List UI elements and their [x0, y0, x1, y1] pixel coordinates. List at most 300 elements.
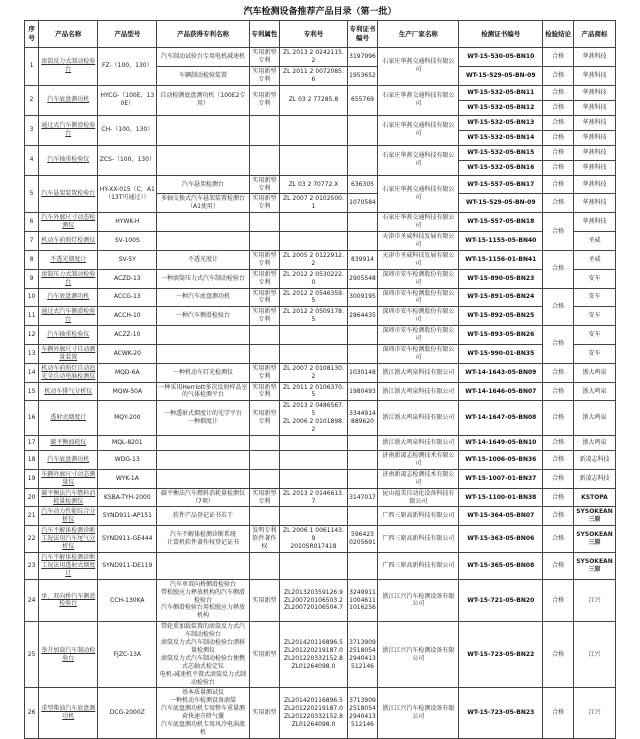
cell-line: SYSOKEAN: [576, 557, 613, 565]
cell-line: WT-15-1156-01-BN41: [465, 255, 537, 263]
cell-line: ZL200720106503.2: [283, 596, 343, 604]
patent-cert-no: [347, 232, 378, 251]
patent-cert-no: [347, 363, 378, 382]
cell-line: 重型柴油汽车底盘测功机: [41, 705, 96, 721]
cell-line: 汽车单双向桥侧滑检验台: [169, 580, 236, 588]
cell-line: 512146: [351, 721, 374, 729]
cell-line: 安车: [588, 293, 601, 301]
cell-line: 1004611: [349, 596, 376, 604]
column-header-manufacturer: 生产厂家名称: [378, 21, 459, 48]
table-row: [25, 363, 616, 382]
cell-line: WT-14-1649-05-BN10: [465, 439, 537, 447]
cell-line: 实用新型专利: [252, 49, 277, 64]
table-row: [25, 288, 616, 307]
conclusion: [543, 288, 574, 326]
patent-number: [280, 48, 347, 67]
cell-line: 浙江浙大鸣泉科技有限公司: [382, 368, 455, 376]
trademark: [573, 552, 615, 579]
trademark: [573, 622, 615, 688]
patent-type: [249, 175, 280, 194]
cell-line: 实用新型专利: [252, 289, 277, 305]
cell-line: 石家庄华燕交通科技有限公司: [382, 122, 455, 138]
cell-line: ZL201220332152.8: [283, 713, 343, 721]
cell-line: 1: [29, 62, 34, 70]
trademark: [573, 160, 615, 175]
patent-cert-no: [347, 526, 378, 553]
cell-line: 一种机动车灯光检测仪: [172, 368, 233, 376]
cell-line: 1016256: [349, 604, 376, 612]
product-name[interactable]: [39, 488, 98, 507]
row-no: [25, 250, 39, 269]
patent-name: [157, 213, 249, 232]
cell-line: 发明专利: [252, 527, 277, 535]
cell-line: 合格: [552, 118, 565, 126]
cell-line: 石家庄华燕交通科技有限公司: [382, 152, 455, 168]
cell-line: 深圳市安车检测股份有限公司: [382, 345, 455, 361]
cell-line: SYND911-AP151: [102, 512, 152, 520]
patent-name: [157, 145, 249, 175]
patent-name: [157, 175, 249, 194]
product-name[interactable]: [39, 269, 98, 288]
patent-name: [157, 552, 249, 579]
patent-cert-no: [347, 213, 378, 232]
product-model: [98, 48, 157, 86]
cell-line: 一种透射式烟度计的光学平台: [163, 410, 242, 418]
conclusion: [543, 622, 574, 688]
cell-line: 车辆外廓尺寸自动测量装置: [41, 345, 96, 361]
manufacturer: [378, 382, 459, 401]
patent-number: [280, 401, 347, 436]
cell-line: 一种汽车侧滑检验台: [175, 312, 230, 320]
patent-type: [249, 66, 280, 85]
conclusion: [543, 194, 574, 213]
product-name[interactable]: [39, 344, 98, 363]
conclusion: [543, 100, 574, 115]
conclusion: [543, 436, 574, 451]
trademark: [573, 175, 615, 194]
cell-line: 华燕科技: [582, 88, 607, 96]
product-name[interactable]: [39, 363, 98, 382]
cell-line: 4: [29, 156, 34, 164]
cell-line: 华燕科技: [582, 218, 607, 226]
product-name[interactable]: [39, 85, 98, 115]
product-model: [98, 401, 157, 436]
product-name[interactable]: [39, 145, 98, 175]
cell-line: 汽车底盘测功机: [47, 455, 90, 463]
table-row: [25, 382, 616, 401]
patent-cert-no: [347, 552, 378, 579]
test-cert-no: [459, 552, 543, 579]
test-cert-no: [459, 66, 543, 85]
patent-number: [280, 488, 347, 507]
cell-line: 浙大鸣泉: [582, 414, 607, 422]
product-model: [98, 622, 157, 688]
product-model: [98, 436, 157, 451]
patent-cert-no: [347, 269, 378, 288]
test-cert-no: [459, 579, 543, 622]
cell-line: WT-15-364-05-BN07: [467, 512, 535, 520]
manufacturer: [378, 451, 459, 470]
cell-line: 浙江江兴汽车检测设备有限公司: [382, 705, 455, 721]
trademark: [573, 579, 615, 622]
cell-line: 3713909: [349, 639, 376, 647]
cell-line: 自动检测底盘测功机（100E2专用）: [160, 92, 246, 108]
patent-number: [280, 507, 347, 526]
cell-line: 汽车侧滑检验台用松脱应力释放机构: [160, 604, 245, 620]
cell-line: 17: [27, 439, 36, 447]
cell-line: 2518054: [349, 646, 376, 654]
test-cert-no: [459, 232, 543, 251]
cell-line: WT-15-532-05-BN11: [467, 88, 535, 96]
cell-line: 机动车排气分析仪: [44, 387, 93, 395]
cell-line: ACWK-20: [113, 349, 141, 357]
cell-line: 合格: [552, 199, 565, 207]
patent-type: [249, 552, 280, 579]
cell-line: 15: [27, 387, 36, 395]
patent-number: [280, 579, 347, 622]
patent-type: [249, 326, 280, 345]
test-cert-no: [459, 160, 543, 175]
cell-line: ZL 2013 2 0146613.7: [283, 489, 344, 505]
cell-line: 汽车轴重检验仪: [47, 156, 90, 164]
cell-line: ACZD-13: [113, 274, 141, 282]
test-cert-no: [459, 326, 543, 345]
manufacturer: [378, 232, 459, 251]
patent-number: [280, 307, 347, 326]
table-row: [25, 48, 616, 67]
cell-line: 合格: [552, 455, 565, 463]
patent-cert-no: [347, 175, 378, 194]
product-name[interactable]: [39, 622, 98, 688]
cell-line: 889620: [351, 418, 374, 426]
trademark: [573, 100, 615, 115]
manufacturer: [378, 507, 459, 526]
test-cert-no: [459, 269, 543, 288]
patent-type: [249, 579, 280, 622]
product-name[interactable]: [39, 213, 98, 232]
cell-line: SYND911-GE444: [102, 535, 153, 543]
row-no: [25, 688, 39, 738]
trademark: [573, 382, 615, 401]
cell-line: 华燕科技: [582, 52, 607, 60]
cell-line: 合格: [552, 414, 565, 422]
patent-name: [157, 488, 249, 507]
manufacturer: [378, 552, 459, 579]
test-cert-no: [459, 688, 543, 738]
cell-line: KSBA-TYH-2000: [103, 493, 151, 501]
product-name[interactable]: [39, 436, 98, 451]
product-model: [98, 145, 157, 175]
patent-type: [249, 436, 280, 451]
cell-line: 机动车前照灯自动追光全自动电脑检测仪: [41, 364, 96, 380]
patent-number: [280, 451, 347, 470]
cell-line: 三原: [588, 565, 601, 573]
table-row: [25, 175, 616, 194]
table-row: [25, 232, 616, 251]
patent-number: [280, 363, 347, 382]
cell-line: 实用新型: [252, 596, 277, 604]
product-name[interactable]: [39, 175, 98, 213]
product-name[interactable]: [39, 232, 98, 251]
column-header-row-no: 序号: [25, 21, 39, 48]
patent-cert-no: [347, 115, 378, 145]
cell-line: 2518054: [349, 705, 376, 713]
cell-line: 2940413: [349, 713, 376, 721]
cell-line: 滚筒反力式汽车制动检验台漂移量检测仪: [160, 639, 245, 654]
cell-line: 广西三原高新科技有限公司: [382, 512, 455, 520]
cell-line: 合格: [552, 535, 565, 543]
patent-type: [249, 344, 280, 363]
test-cert-no: [459, 85, 543, 100]
patent-number: [280, 688, 347, 738]
row-no: [25, 469, 39, 488]
product-name[interactable]: [39, 526, 98, 553]
test-cert-no: [459, 145, 543, 160]
cell-line: ZL 2007 2 0108130.2: [283, 364, 344, 380]
test-cert-no: [459, 307, 543, 326]
cell-line: ZL201320359126.9: [283, 588, 343, 596]
conclusion: [543, 526, 574, 553]
cell-line: WT-15-363-05-BN06: [467, 535, 535, 543]
product-name[interactable]: [39, 451, 98, 470]
cell-line: 8: [29, 255, 34, 263]
cell-line: 实用新型专利: [252, 270, 277, 286]
cell-line: WT-15-723-05-BN22: [467, 650, 535, 658]
cell-line: 软件产品登记证书若干: [172, 512, 233, 520]
trademark: [573, 115, 615, 130]
patent-name: [157, 85, 249, 115]
cell-line: 合格: [552, 368, 565, 376]
cell-line: MQL-8201: [112, 439, 143, 447]
column-header-patent-cert-no: 专利证书编号: [347, 21, 378, 48]
cell-line: 汽车动力性能综合分析仪: [41, 508, 96, 524]
test-cert-no: [459, 488, 543, 507]
cell-line: 合格: [552, 596, 565, 604]
conclusion: [543, 213, 574, 251]
product-model: [98, 326, 157, 345]
product-name[interactable]: [39, 579, 98, 622]
patent-number: [280, 382, 347, 401]
cell-line: ZL 2012 2 0546359.5: [283, 289, 344, 305]
row-no: [25, 622, 39, 688]
cell-line: 汽车不解体检测诊断工况法用透射式烟度计: [41, 553, 96, 577]
cell-line: 汽车悬架装置检验台: [41, 189, 96, 197]
cell-line: 实用新型专利: [252, 67, 277, 83]
table-row: [25, 250, 616, 269]
cell-line: 实用新型专利: [252, 489, 277, 505]
product-name[interactable]: [39, 507, 98, 526]
cell-line: ACZZ-10: [114, 331, 141, 339]
test-cert-no: [459, 194, 543, 213]
patent-name: [157, 48, 249, 67]
conclusion: [543, 382, 574, 401]
cell-line: ZL 2013 2 0486567.5: [283, 402, 344, 418]
cell-line: 圣威: [588, 255, 601, 263]
cell-line: ZL 2013 2 0242115.2: [283, 49, 344, 64]
cell-line: 14: [27, 368, 36, 376]
manufacturer: [378, 488, 459, 507]
product-name[interactable]: [39, 288, 98, 307]
cell-line: ACCH-10: [113, 312, 141, 320]
test-cert-no: [459, 622, 543, 688]
cell-line: 2010SR017418: [290, 543, 337, 551]
patent-type: [249, 115, 280, 145]
cell-line: 圣威: [588, 237, 601, 245]
product-name[interactable]: [39, 469, 98, 488]
row-no: [25, 326, 39, 345]
product-model: [98, 175, 157, 213]
trademark: [573, 526, 615, 553]
cell-line: 3249911: [349, 588, 376, 596]
cell-line: 636305: [351, 180, 374, 188]
cell-line: 新凌志科技: [579, 474, 610, 482]
cell-line: 三原: [588, 539, 601, 547]
patent-name: [157, 382, 249, 401]
patent-cert-no: [347, 488, 378, 507]
product-name[interactable]: [39, 115, 98, 145]
trademark: [573, 363, 615, 382]
cell-line: 不透光烟度计: [50, 255, 87, 263]
patent-cert-no: [347, 145, 378, 175]
patent-name: [157, 66, 249, 85]
product-name[interactable]: [39, 250, 98, 269]
cell-line: 3009195: [349, 293, 376, 301]
cell-line: WT-15-529-05-BN-09: [466, 71, 536, 79]
cell-line: WT-15-532-05-BN14: [467, 133, 535, 141]
product-model: [98, 269, 157, 288]
patent-number: [280, 232, 347, 251]
patent-type: [249, 451, 280, 470]
patent-type: [249, 194, 280, 213]
cell-line: ZL 03 2 70772.X: [288, 180, 339, 188]
cell-line: WT-15-891-05-BN24: [467, 293, 535, 301]
cell-line: 12: [27, 331, 36, 339]
cell-line: 碳平衡法汽车燃料消耗量检测仪（7项）: [160, 489, 245, 505]
cell-line: 浙大鸣泉: [582, 439, 607, 447]
patent-number: [280, 175, 347, 194]
product-name[interactable]: [39, 382, 98, 401]
cell-line: 合格: [552, 52, 565, 60]
test-cert-no: [459, 469, 543, 488]
cell-line: 3344914: [349, 410, 376, 418]
cell-line: CCH-130KA: [110, 596, 145, 604]
patent-number: [280, 469, 347, 488]
product-name[interactable]: [39, 401, 98, 436]
cell-line: 合格: [552, 493, 565, 501]
patent-cert-no: [347, 688, 378, 738]
product-name[interactable]: [39, 48, 98, 86]
cell-line: ZL 2005 2 0122912.2: [283, 251, 344, 267]
row-no: [25, 48, 39, 86]
cell-line: 基本质量测试仪: [181, 689, 224, 697]
row-no: [25, 363, 39, 382]
cell-line: 实用新型专利: [252, 176, 277, 192]
cell-line: 汽车不解体检测诊断工况法用汽车尾气分析仪: [41, 527, 96, 551]
patent-type: [249, 469, 280, 488]
patent-number: [280, 66, 347, 85]
cell-line: 839914: [351, 255, 374, 263]
cell-line: WT-15-990-01-BN35: [467, 349, 535, 357]
cell-line: 华燕科技: [582, 103, 607, 111]
cell-line: 石家庄华燕交通科技有限公司: [382, 186, 455, 201]
cell-line: WT-15-1155-05-BN40: [465, 237, 537, 245]
cell-line: 一种机动车检测设备滚筒: [169, 697, 236, 705]
product-model: [98, 526, 157, 553]
test-cert-no: [459, 115, 543, 130]
conclusion: [543, 579, 574, 622]
trademark: [573, 507, 615, 526]
manufacturer: [378, 436, 459, 451]
cell-line: 三原: [588, 516, 601, 524]
product-name[interactable]: [39, 307, 98, 326]
patent-type: [249, 526, 280, 553]
cell-line: 汽车不解体检测诊断系统: [169, 531, 236, 539]
patent-cert-no: [347, 622, 378, 688]
cell-line: WT-14-1646-05-BN07: [465, 387, 537, 395]
patent-type: [249, 401, 280, 436]
cell-line: 济南新凌志检测技术有限公司: [382, 452, 455, 467]
cell-line: 合格: [552, 148, 565, 156]
manufacturer: [378, 269, 459, 288]
cell-line: 26: [27, 709, 36, 717]
cell-line: 汽车底盘测功机专用风冷电涡流机: [160, 721, 245, 736]
cell-line: WT-15-1006-05-BN36: [465, 455, 537, 463]
cell-line: 0205691: [349, 539, 376, 547]
test-cert-no: [459, 451, 543, 470]
trademark: [573, 130, 615, 145]
cell-line: 华燕科技: [582, 163, 607, 171]
patent-name: [157, 469, 249, 488]
cell-line: 新凌志科技: [579, 455, 610, 463]
conclusion: [543, 688, 574, 738]
cell-line: 安车: [588, 349, 601, 357]
product-name[interactable]: [39, 326, 98, 345]
product-model: [98, 688, 157, 738]
row-no: [25, 85, 39, 115]
product-name[interactable]: [39, 688, 98, 738]
cell-line: ZL01264098.0: [291, 662, 336, 670]
conclusion: [543, 250, 574, 288]
cell-line: 合格: [552, 133, 565, 141]
cell-line: 1030148: [349, 368, 376, 376]
cell-line: 滚筒反力式汽车制动检验台便携式芯轴式检定仪: [160, 654, 245, 670]
product-model: [98, 307, 157, 326]
trademark: [573, 194, 615, 213]
cell-line: WT-15-893-05-BN26: [467, 331, 535, 339]
header-row: [25, 21, 616, 48]
patent-cert-no: [347, 85, 378, 115]
product-model: [98, 469, 157, 488]
cell-line: 华燕科技: [582, 180, 607, 188]
cell-line: ZL 2011 2 0106370.5: [283, 383, 344, 399]
cell-line: 华燕科技: [582, 148, 607, 156]
column-header-test-cert-no: 检测证书编号: [459, 21, 543, 48]
patent-type: [249, 250, 280, 269]
cell-line: 1980493: [349, 387, 376, 395]
cell-line: 3197996: [349, 52, 376, 60]
column-header-patent-type: 专利属性: [249, 21, 280, 48]
cell-line: 2905548: [349, 274, 376, 282]
cell-line: 合格: [552, 650, 565, 658]
cell-line: 安车: [588, 312, 601, 320]
cell-line: MQD-6A: [115, 368, 140, 376]
patent-cert-no: [347, 382, 378, 401]
product-name[interactable]: [39, 552, 98, 579]
product-model: [98, 552, 157, 579]
cell-line: 华燕科技: [582, 199, 607, 207]
row-no: [25, 401, 39, 436]
table-body: [25, 48, 616, 739]
